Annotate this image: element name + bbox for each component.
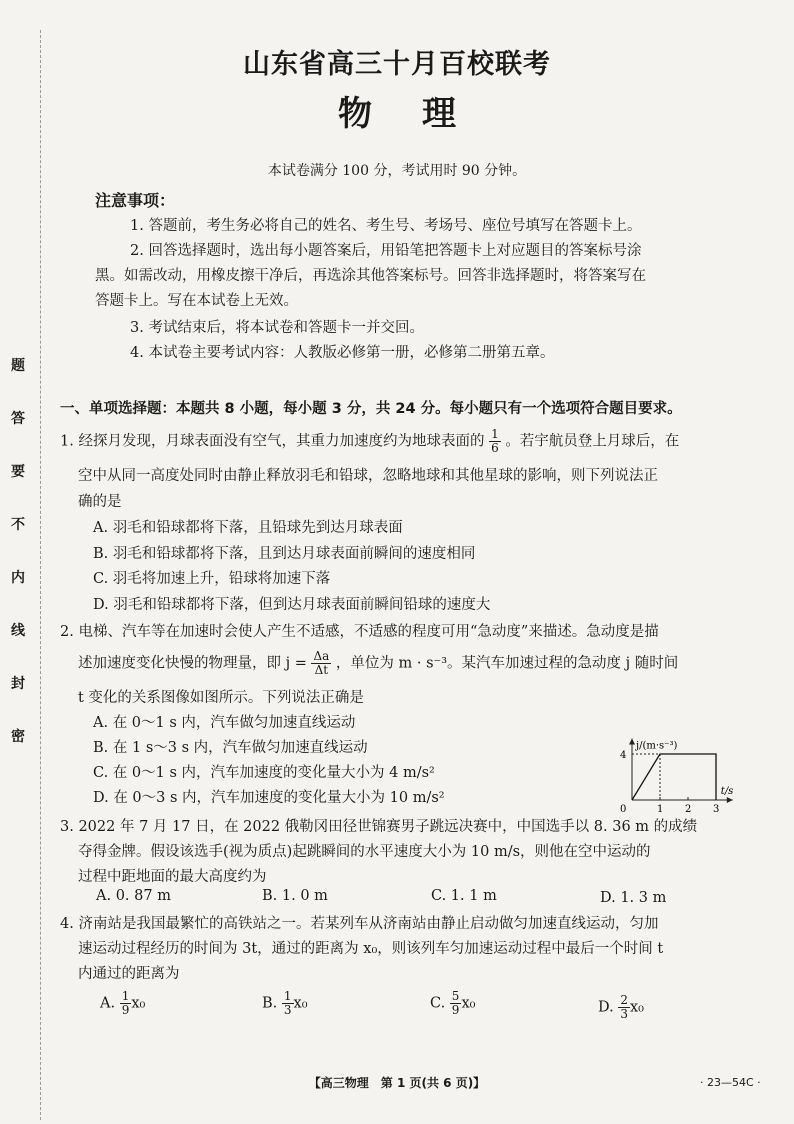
q3-option-a: A. 0. 87 m	[96, 888, 171, 904]
exam-title: 山东省高三十月百校联考	[243, 49, 551, 80]
x-tick-label: 0	[620, 804, 627, 814]
q4-option-a: A. $\frac{1}{9}$ x₀	[100, 989, 146, 1017]
seal-char: 答	[11, 411, 25, 427]
q4-option-c: C. $\frac{5}{9}$ x₀	[430, 989, 476, 1017]
y-axis-label: j/(m·s⁻³)	[636, 740, 678, 752]
seal-char: 密	[11, 729, 25, 745]
seal-char: 题	[11, 358, 25, 374]
q3-line3: 过程中距地面的最大高度约为	[78, 869, 267, 885]
q1-option-b: B. 羽毛和铅球都将下落，且到达月球表面前瞬间的速度相同	[93, 546, 476, 562]
q2-line2: 述加速度变化快慢的物理量，即 j = $\frac{\Delta a}{\Delta t}$ ，单位为 m · s⁻³。某汽车加速过程的急动度 j 随时间	[78, 649, 679, 677]
q2-option-d: D. 在 0～3 s 内，汽车加速度的变化量大小为 10 m/s²	[93, 790, 445, 806]
q3-option-b: B. 1. 0 m	[262, 888, 328, 904]
notice-item: 黑。如需改动，用橡皮擦干净后，再选涂其他答案标号。回答非选择题时，将答案写在	[95, 268, 646, 284]
q2-option-b: B. 在 1 s～3 s 内，汽车做匀加速直线运动	[93, 740, 368, 756]
q4-option-b: B. $\frac{1}{3}$ x₀	[262, 989, 308, 1017]
fraction: $\frac{1}{6}$	[491, 427, 499, 455]
jt-series-line	[632, 754, 716, 800]
paper-code: · 23—54C ·	[700, 1076, 761, 1089]
subject-title: 物理	[338, 94, 506, 134]
x-axis-arrow	[727, 797, 733, 803]
fraction: $\frac{\Delta a}{\Delta t}$	[313, 649, 330, 677]
page-footer: 【高三物理 第 1 页(共 6 页)】	[308, 1076, 486, 1090]
seal-line-notice	[6, 355, 30, 746]
y-axis-arrow	[629, 739, 635, 745]
notice-item: 3. 考试结束后，将本试卷和答题卡一并交回。	[130, 320, 424, 336]
x-tick-label: 3	[713, 804, 720, 814]
seal-char: 不	[11, 517, 25, 533]
q2-option-a: A. 在 0～1 s 内，汽车做匀加速直线运动	[93, 715, 356, 731]
q4-line3: 内通过的距离为	[78, 966, 180, 982]
x-tick-label: 1	[657, 804, 664, 814]
q2-line1: 2. 电梯、汽车等在加速时会使人产生不适感，不适感的程度可用“急动度”来描述。急动度是描	[60, 624, 659, 640]
x-tick-label: 2	[685, 804, 692, 814]
q4-line2: 速运动过程经历的时间为 3t，通过的距离为 x₀，则该列车匀加速运动过程中最后一个时间 t	[78, 941, 664, 957]
seal-char: 要	[11, 464, 25, 480]
q4-line1: 4. 济南站是我国最繁忙的高铁站之一。若某列车从济南站由静止启动做匀加速直线运动，匀加	[60, 916, 659, 932]
binding-line	[40, 30, 41, 1120]
q1-option-c: C. 羽毛将加速上升，铅球将加速下落	[93, 571, 331, 587]
q2-option-c: C. 在 0～1 s 内，汽车加速度的变化量大小为 4 m/s²	[93, 765, 435, 781]
notice-item: 答题卡上。写在本试卷上无效。	[95, 293, 298, 309]
q1-line3: 确的是	[78, 494, 122, 510]
q2-line3: t 变化的关系图像如图所示。下列说法正确是	[78, 690, 364, 706]
q1-line1: 1. 经探月发现，月球表面没有空气，其重力加速度约为地球表面的 $\frac{1}{6}$ 。若宇航员登上月球后，在	[60, 427, 680, 455]
exam-info: 本试卷满分 100 分，考试用时 90 分钟。	[267, 163, 527, 179]
notice-item: 1. 答题前，考生务必将自己的姓名、考生号、考场号、座位号填写在答题卡上。	[130, 218, 642, 234]
q1-line2: 空中从同一高度处同时由静止释放羽毛和铅球，忽略地球和其他星球的影响，则下列说法正	[78, 468, 658, 484]
q1-option-a: A. 羽毛和铅球都将下落，且铅球先到达月球表面	[93, 520, 403, 536]
q3-option-c: C. 1. 1 m	[431, 888, 497, 904]
jt-graph	[612, 712, 762, 814]
seal-char: 内	[11, 570, 25, 586]
x-axis-label: t/s	[720, 786, 734, 797]
q3-option-d: D. 1. 3 m	[600, 890, 667, 906]
seal-char: 线	[11, 623, 25, 639]
q4-option-d: D. $\frac{2}{3}$ x₀	[598, 993, 644, 1021]
notice-heading: 注意事项：	[95, 191, 176, 210]
y-tick-label: 4	[620, 750, 627, 761]
notice-item: 4. 本试卷主要考试内容：人教版必修第一册，必修第二册第五章。	[130, 345, 555, 361]
seal-char: 封	[11, 676, 25, 692]
notice-item: 2. 回答选择题时，选出每小题答案后，用铅笔把答题卡上对应题目的答案标号涂	[130, 243, 642, 259]
q1-option-d: D. 羽毛和铅球都将下落，但到达月球表面前瞬间铅球的速度大	[93, 597, 491, 613]
q3-line1: 3. 2022 年 7 月 17 日，在 2022 俄勒冈田径世锦赛男子跳远决赛中，中国选手以 8. 36 m 的成绩	[60, 819, 698, 835]
section-heading: 一、单项选择题：本题共 8 小题，每小题 3 分，共 24 分。每小题只有一个选项符合题目要求。	[60, 401, 682, 417]
q3-line2: 夺得金牌。假设该选手(视为质点)起跳瞬间的水平速度大小为 10 m/s，则他在空中运动的	[78, 844, 651, 860]
